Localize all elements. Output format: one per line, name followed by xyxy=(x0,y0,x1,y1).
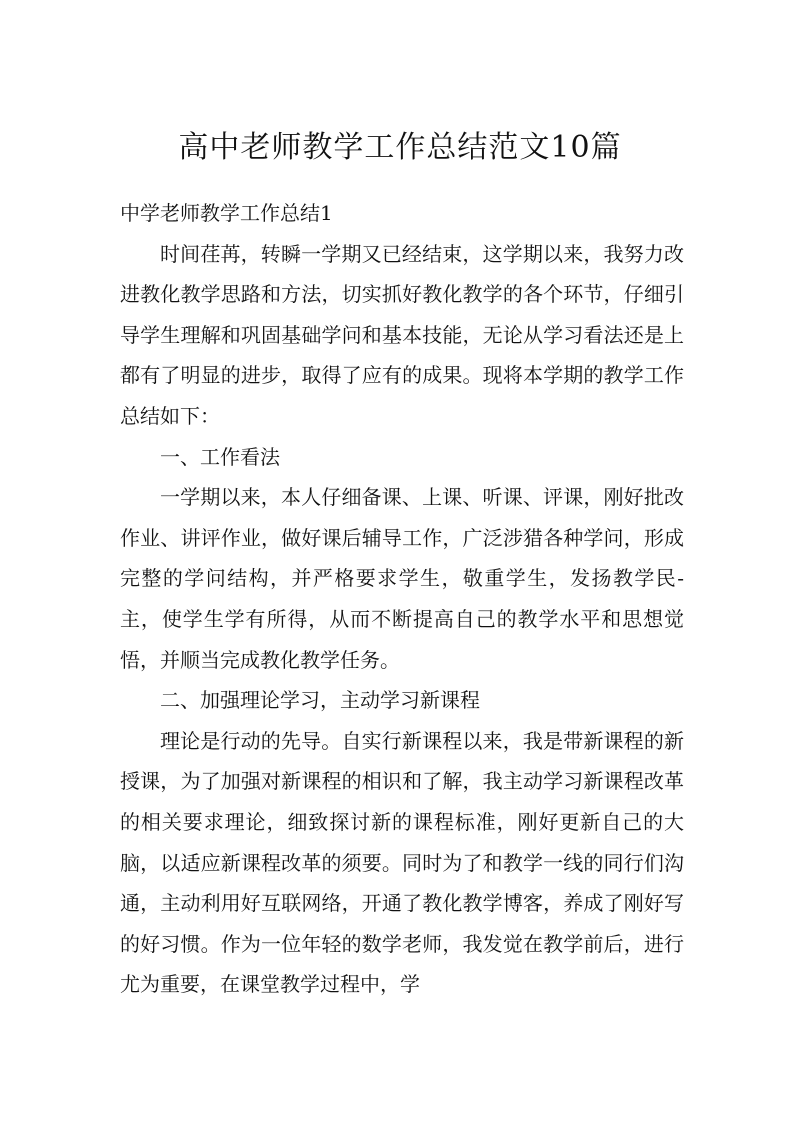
paragraph: 理论是行动的先导。自实行新课程以来，我是带新课程的新授课，为了加强对新课程的相识和了解，我主动学习新课程改革的相关要求理论，细致探讨新的课程标准，刚好更新自己的大脑，以适应新课程改革的须要。同时为了和教学一线的同行们沟通，主动利用好互联网络，开通了教化教学博客，养成了刚好写的好习惯。作为一位年轻的数学老师，我发觉在教学前后，进行尤为重要，在课堂教学过程中，学 xyxy=(120,728,684,997)
paragraph: 一学期以来，本人仔细备课、上课、听课、评课，刚好批改作业、讲评作业，做好课后辅导工作，广泛涉猎各种学问，形成完整的学问结构，并严格要求学生，敬重学生，发扬教学民-主，使学生学有所得，从而不断提高自己的教学水平和思想觉悟，并顺当完成教化教学任务。 xyxy=(120,485,684,672)
subheading: 一、工作看法 xyxy=(160,444,280,469)
document-body xyxy=(120,193,684,1005)
subheading: 二、加强理论学习，主动学习新课程 xyxy=(160,688,480,713)
section-heading: 中学老师教学工作总结1 xyxy=(120,201,333,225)
paragraph: 时间荏苒，转瞬一学期又已经结束，这学期以来，我努力改进教化教学思路和方法，切实抓好教化教学的各个环节，仔细引导学生理解和巩固基础学问和基本技能，无论从学习看法还是上都有了明显的进步，取得了应有的成果。现将本学期的教学工作总结如下： xyxy=(120,241,684,428)
document-title: 高中老师教学工作总结范文10篇 xyxy=(178,130,622,165)
